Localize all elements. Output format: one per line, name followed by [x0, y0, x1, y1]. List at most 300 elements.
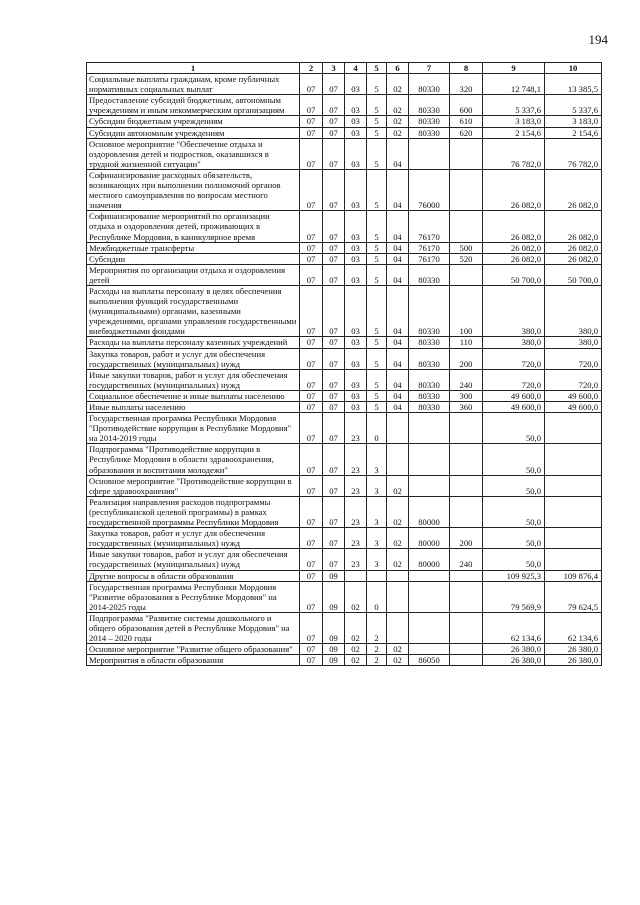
program-code: 23	[345, 549, 367, 570]
table-row	[87, 549, 602, 570]
subprogram-code: 2	[367, 655, 387, 666]
direction-code: 80330	[409, 116, 450, 127]
column-header: 9	[483, 63, 545, 74]
table-row	[87, 348, 602, 369]
table-row	[87, 127, 602, 138]
amount-year-2: 50 700,0	[545, 264, 602, 285]
expense-type-code: 240	[450, 549, 483, 570]
amount-year-1: 109 925,3	[483, 570, 545, 581]
direction-code: 80330	[409, 390, 450, 401]
section-code: 07	[300, 211, 323, 242]
expense-type-code: 110	[450, 337, 483, 348]
expense-type-code: 600	[450, 95, 483, 116]
amount-year-1: 26 380,0	[483, 655, 545, 666]
direction-code: 80330	[409, 74, 450, 95]
table-row	[87, 242, 602, 253]
section-code: 07	[300, 528, 323, 549]
amount-year-2: 49 600,0	[545, 402, 602, 413]
expense-type-code	[450, 612, 483, 643]
expense-type-code	[450, 444, 483, 475]
table-row	[87, 169, 602, 210]
amount-year-2: 109 876,4	[545, 570, 602, 581]
subprogram-code: 2	[367, 612, 387, 643]
subsection-code: 07	[323, 390, 345, 401]
amount-year-1: 50,0	[483, 496, 545, 527]
expense-type-code	[450, 655, 483, 666]
direction-code: 80330	[409, 95, 450, 116]
amount-year-2: 26 082,0	[545, 169, 602, 210]
event-code	[387, 581, 409, 612]
subprogram-code: 5	[367, 402, 387, 413]
subsection-code: 07	[323, 369, 345, 390]
direction-code	[409, 138, 450, 169]
direction-code: 80330	[409, 264, 450, 285]
expense-type-code: 520	[450, 253, 483, 264]
program-code: 03	[345, 211, 367, 242]
program-code: 03	[345, 348, 367, 369]
amount-year-2: 380,0	[545, 285, 602, 336]
expense-type-code	[450, 644, 483, 655]
event-code: 02	[387, 655, 409, 666]
expense-type-code	[450, 475, 483, 496]
section-code: 07	[300, 413, 323, 444]
program-code: 03	[345, 116, 367, 127]
subsection-code: 07	[323, 496, 345, 527]
direction-code: 80330	[409, 402, 450, 413]
subsection-code: 07	[323, 402, 345, 413]
section-code: 07	[300, 253, 323, 264]
row-name: Государственная программа Республики Мордовия "Противодействие коррупции в Республике Мордовия" на 2014-2019 годы	[87, 413, 300, 444]
program-code: 03	[345, 264, 367, 285]
amount-year-2: 49 600,0	[545, 390, 602, 401]
table-row	[87, 369, 602, 390]
event-code: 02	[387, 95, 409, 116]
amount-year-1: 2 154,6	[483, 127, 545, 138]
direction-code: 76170	[409, 211, 450, 242]
section-code: 07	[300, 655, 323, 666]
amount-year-1: 50,0	[483, 413, 545, 444]
direction-code: 80330	[409, 369, 450, 390]
row-name: Подпрограмма "Противодействие коррупции в Республике Мордовия в области здравоохранения, образования и воспитания молодежи"	[87, 444, 300, 475]
column-header: 7	[409, 63, 450, 74]
event-code: 04	[387, 242, 409, 253]
amount-year-1: 26 082,0	[483, 169, 545, 210]
table-body	[87, 74, 602, 666]
direction-code	[409, 413, 450, 444]
expense-type-code: 500	[450, 242, 483, 253]
event-code	[387, 612, 409, 643]
subprogram-code: 5	[367, 390, 387, 401]
program-code: 23	[345, 528, 367, 549]
section-code: 07	[300, 138, 323, 169]
section-code: 07	[300, 549, 323, 570]
amount-year-1: 5 337,6	[483, 95, 545, 116]
section-code: 07	[300, 337, 323, 348]
subsection-code: 07	[323, 242, 345, 253]
section-code: 07	[300, 127, 323, 138]
subprogram-code: 5	[367, 369, 387, 390]
expense-type-code	[450, 413, 483, 444]
section-code: 07	[300, 402, 323, 413]
event-code: 02	[387, 549, 409, 570]
table-row	[87, 581, 602, 612]
program-code: 23	[345, 444, 367, 475]
subprogram-code: 5	[367, 348, 387, 369]
table-row	[87, 264, 602, 285]
subsection-code: 07	[323, 444, 345, 475]
row-name: Субсидии автономным учреждениям	[87, 127, 300, 138]
event-code: 02	[387, 496, 409, 527]
amount-year-1: 50,0	[483, 528, 545, 549]
row-name: Основное мероприятие "Развитие общего образования"	[87, 644, 300, 655]
program-code: 03	[345, 369, 367, 390]
direction-code: 80330	[409, 348, 450, 369]
direction-code: 76000	[409, 169, 450, 210]
subprogram-code: 5	[367, 127, 387, 138]
subsection-code: 07	[323, 95, 345, 116]
amount-year-1: 26 082,0	[483, 211, 545, 242]
budget-table	[86, 62, 602, 666]
row-name: Иные закупки товаров, работ и услуг для обеспечения государственных (муниципальных) нужд	[87, 369, 300, 390]
event-code: 02	[387, 644, 409, 655]
subsection-code: 07	[323, 211, 345, 242]
expense-type-code: 610	[450, 116, 483, 127]
expense-type-code	[450, 211, 483, 242]
table-header-row	[87, 63, 602, 74]
program-code: 03	[345, 242, 367, 253]
subsection-code: 09	[323, 612, 345, 643]
program-code: 03	[345, 337, 367, 348]
column-header: 8	[450, 63, 483, 74]
subprogram-code: 3	[367, 475, 387, 496]
column-header: 1	[87, 63, 300, 74]
section-code: 07	[300, 242, 323, 253]
amount-year-2: 26 380,0	[545, 655, 602, 666]
program-code: 02	[345, 612, 367, 643]
expense-type-code: 200	[450, 528, 483, 549]
program-code: 03	[345, 127, 367, 138]
direction-code	[409, 475, 450, 496]
subprogram-code: 5	[367, 337, 387, 348]
subprogram-code	[367, 570, 387, 581]
table-row	[87, 444, 602, 475]
amount-year-1: 26 082,0	[483, 253, 545, 264]
subsection-code: 09	[323, 655, 345, 666]
program-code: 03	[345, 253, 367, 264]
amount-year-1: 720,0	[483, 348, 545, 369]
row-name: Основное мероприятие "Противодействие коррупции в сфере здравоохранения"	[87, 475, 300, 496]
amount-year-1: 50,0	[483, 444, 545, 475]
section-code: 07	[300, 581, 323, 612]
section-code: 07	[300, 116, 323, 127]
table-row	[87, 211, 602, 242]
section-code: 07	[300, 95, 323, 116]
subprogram-code: 5	[367, 253, 387, 264]
subsection-code: 07	[323, 74, 345, 95]
subprogram-code: 5	[367, 285, 387, 336]
expense-type-code: 300	[450, 390, 483, 401]
direction-code: 80000	[409, 549, 450, 570]
amount-year-2: 380,0	[545, 337, 602, 348]
amount-year-1: 79 569,9	[483, 581, 545, 612]
subsection-code: 07	[323, 337, 345, 348]
column-header: 5	[367, 63, 387, 74]
section-code: 07	[300, 369, 323, 390]
subsection-code: 07	[323, 253, 345, 264]
table-row	[87, 612, 602, 643]
section-code: 07	[300, 74, 323, 95]
expense-type-code: 240	[450, 369, 483, 390]
row-name: Реализация направления расходов подпрограммы (республиканской целевой программы) в рамках государственной программы Республики Мордовия	[87, 496, 300, 527]
section-code: 07	[300, 285, 323, 336]
program-code: 02	[345, 581, 367, 612]
column-header: 6	[387, 63, 409, 74]
direction-code: 76170	[409, 253, 450, 264]
section-code: 07	[300, 475, 323, 496]
subprogram-code: 5	[367, 211, 387, 242]
section-code: 07	[300, 264, 323, 285]
row-name: Субсидии	[87, 253, 300, 264]
event-code: 02	[387, 74, 409, 95]
subsection-code: 07	[323, 169, 345, 210]
expense-type-code	[450, 264, 483, 285]
amount-year-2	[545, 475, 602, 496]
direction-code: 76170	[409, 242, 450, 253]
subsection-code: 09	[323, 581, 345, 612]
direction-code: 86050	[409, 655, 450, 666]
amount-year-1: 26 380,0	[483, 644, 545, 655]
section-code: 07	[300, 169, 323, 210]
event-code: 04	[387, 402, 409, 413]
page-number: 194	[588, 32, 608, 47]
row-name: Закупка товаров, работ и услуг для обеспечения государственных (муниципальных) нужд	[87, 348, 300, 369]
expense-type-code	[450, 496, 483, 527]
section-code: 07	[300, 444, 323, 475]
direction-code	[409, 581, 450, 612]
row-name: Иные выплаты населению	[87, 402, 300, 413]
event-code: 04	[387, 337, 409, 348]
program-code: 23	[345, 413, 367, 444]
subsection-code: 07	[323, 116, 345, 127]
program-code: 03	[345, 74, 367, 95]
expense-type-code	[450, 581, 483, 612]
table-row	[87, 570, 602, 581]
amount-year-2: 26 082,0	[545, 211, 602, 242]
amount-year-2: 720,0	[545, 369, 602, 390]
direction-code	[409, 570, 450, 581]
subsection-code: 09	[323, 644, 345, 655]
table-row	[87, 74, 602, 95]
column-header: 3	[323, 63, 345, 74]
row-name: Софинансирование мероприятий по организации отдыха и оздоровления детей, проживающих в Республике Мордовия, в каникулярное время	[87, 211, 300, 242]
subsection-code: 09	[323, 570, 345, 581]
amount-year-2	[545, 444, 602, 475]
direction-code: 80330	[409, 285, 450, 336]
direction-code: 80000	[409, 496, 450, 527]
amount-year-2: 76 782,0	[545, 138, 602, 169]
row-name: Мероприятия в области образования	[87, 655, 300, 666]
subsection-code: 07	[323, 475, 345, 496]
amount-year-1: 62 134,6	[483, 612, 545, 643]
row-name: Расходы на выплаты персоналу казенных учреждений	[87, 337, 300, 348]
program-code: 03	[345, 138, 367, 169]
subsection-code: 07	[323, 127, 345, 138]
subprogram-code: 5	[367, 242, 387, 253]
event-code: 04	[387, 369, 409, 390]
event-code	[387, 444, 409, 475]
expense-type-code: 620	[450, 127, 483, 138]
expense-type-code: 320	[450, 74, 483, 95]
amount-year-2	[545, 549, 602, 570]
event-code: 04	[387, 253, 409, 264]
row-name: Субсидии бюджетным учреждениям	[87, 116, 300, 127]
amount-year-2	[545, 413, 602, 444]
amount-year-2: 26 380,0	[545, 644, 602, 655]
amount-year-2: 79 624,5	[545, 581, 602, 612]
section-code: 07	[300, 612, 323, 643]
event-code: 04	[387, 169, 409, 210]
row-name: Основное мероприятие "Обеспечение отдыха и оздоровления детей и подростков, оказавшихся в трудной жизненной ситуации"	[87, 138, 300, 169]
program-code: 02	[345, 655, 367, 666]
table-row	[87, 285, 602, 336]
event-code: 04	[387, 390, 409, 401]
amount-year-1: 26 082,0	[483, 242, 545, 253]
event-code: 02	[387, 528, 409, 549]
table-row	[87, 475, 602, 496]
row-name: Предоставление субсидий бюджетным, автономным учреждениям и иным некоммерческим организациям	[87, 95, 300, 116]
direction-code	[409, 644, 450, 655]
subsection-code: 07	[323, 264, 345, 285]
subprogram-code: 5	[367, 264, 387, 285]
amount-year-1: 50,0	[483, 549, 545, 570]
expense-type-code: 200	[450, 348, 483, 369]
event-code	[387, 570, 409, 581]
program-code: 02	[345, 644, 367, 655]
event-code: 04	[387, 138, 409, 169]
program-code: 03	[345, 402, 367, 413]
section-code: 07	[300, 570, 323, 581]
expense-type-code: 100	[450, 285, 483, 336]
program-code: 03	[345, 95, 367, 116]
amount-year-1: 720,0	[483, 369, 545, 390]
subsection-code: 07	[323, 348, 345, 369]
direction-code: 80330	[409, 127, 450, 138]
table-row	[87, 337, 602, 348]
expense-type-code: 360	[450, 402, 483, 413]
amount-year-1: 12 748,1	[483, 74, 545, 95]
column-header: 2	[300, 63, 323, 74]
event-code: 02	[387, 475, 409, 496]
section-code: 07	[300, 348, 323, 369]
table-row	[87, 496, 602, 527]
table-row	[87, 402, 602, 413]
event-code: 02	[387, 116, 409, 127]
row-name: Подпрограмма "Развитие системы дошкольного и общего образования детей в Республике Мордовия" на 2014 – 2020 годы	[87, 612, 300, 643]
amount-year-1: 50 700,0	[483, 264, 545, 285]
event-code: 04	[387, 264, 409, 285]
expense-type-code	[450, 169, 483, 210]
program-code: 03	[345, 285, 367, 336]
table-row	[87, 253, 602, 264]
table-row	[87, 413, 602, 444]
amount-year-2: 26 082,0	[545, 253, 602, 264]
table-row	[87, 138, 602, 169]
program-code: 23	[345, 496, 367, 527]
amount-year-2: 13 385,5	[545, 74, 602, 95]
amount-year-1: 76 782,0	[483, 138, 545, 169]
amount-year-2: 26 082,0	[545, 242, 602, 253]
subprogram-code: 3	[367, 528, 387, 549]
table-row	[87, 390, 602, 401]
amount-year-2	[545, 528, 602, 549]
event-code: 04	[387, 348, 409, 369]
table-row	[87, 644, 602, 655]
row-name: Закупка товаров, работ и услуг для обеспечения государственных (муниципальных) нужд	[87, 528, 300, 549]
row-name: Межбюджетные трансферты	[87, 242, 300, 253]
section-code: 07	[300, 496, 323, 527]
row-name: Мероприятия по организации отдыха и оздоровления детей	[87, 264, 300, 285]
expense-type-code	[450, 138, 483, 169]
table-row	[87, 116, 602, 127]
program-code: 23	[345, 475, 367, 496]
subprogram-code: 0	[367, 581, 387, 612]
subsection-code: 07	[323, 285, 345, 336]
program-code: 03	[345, 390, 367, 401]
subsection-code: 07	[323, 549, 345, 570]
program-code	[345, 570, 367, 581]
amount-year-1: 50,0	[483, 475, 545, 496]
event-code: 04	[387, 285, 409, 336]
subprogram-code: 5	[367, 74, 387, 95]
amount-year-1: 380,0	[483, 337, 545, 348]
amount-year-2: 5 337,6	[545, 95, 602, 116]
subprogram-code: 5	[367, 116, 387, 127]
event-code: 02	[387, 127, 409, 138]
amount-year-1: 49 600,0	[483, 390, 545, 401]
amount-year-2: 62 134,6	[545, 612, 602, 643]
amount-year-2: 720,0	[545, 348, 602, 369]
row-name: Расходы на выплаты персоналу в целях обеспечения выполнения функций государственными (муниципальными) органами, казенными учреждениями, органами управления государственными внебюджетными фондами	[87, 285, 300, 336]
subsection-code: 07	[323, 138, 345, 169]
event-code	[387, 413, 409, 444]
amount-year-1: 49 600,0	[483, 402, 545, 413]
subprogram-code: 3	[367, 444, 387, 475]
table-row	[87, 95, 602, 116]
row-name: Софинансирование расходных обязательств, возникающих при выполнении полномочий органов местного самоуправления по вопросам местного значения	[87, 169, 300, 210]
event-code: 04	[387, 211, 409, 242]
row-name: Государственная программа Республики Мордовия "Развитие образования в Республике Мордовия" на 2014-2025 годы	[87, 581, 300, 612]
amount-year-1: 380,0	[483, 285, 545, 336]
amount-year-2: 3 183,0	[545, 116, 602, 127]
row-name: Социальное обеспечение и иные выплаты населению	[87, 390, 300, 401]
subprogram-code: 5	[367, 95, 387, 116]
subprogram-code: 3	[367, 496, 387, 527]
direction-code	[409, 612, 450, 643]
row-name: Иные закупки товаров, работ и услуг для обеспечения государственных (муниципальных) нужд	[87, 549, 300, 570]
direction-code	[409, 444, 450, 475]
amount-year-2	[545, 496, 602, 527]
amount-year-1: 3 183,0	[483, 116, 545, 127]
subprogram-code: 3	[367, 549, 387, 570]
row-name: Социальные выплаты гражданам, кроме публичных нормативных социальных выплат	[87, 74, 300, 95]
amount-year-2: 2 154,6	[545, 127, 602, 138]
column-header: 10	[545, 63, 602, 74]
subprogram-code: 5	[367, 169, 387, 210]
section-code: 07	[300, 644, 323, 655]
subsection-code: 07	[323, 528, 345, 549]
table-row	[87, 655, 602, 666]
subsection-code: 07	[323, 413, 345, 444]
